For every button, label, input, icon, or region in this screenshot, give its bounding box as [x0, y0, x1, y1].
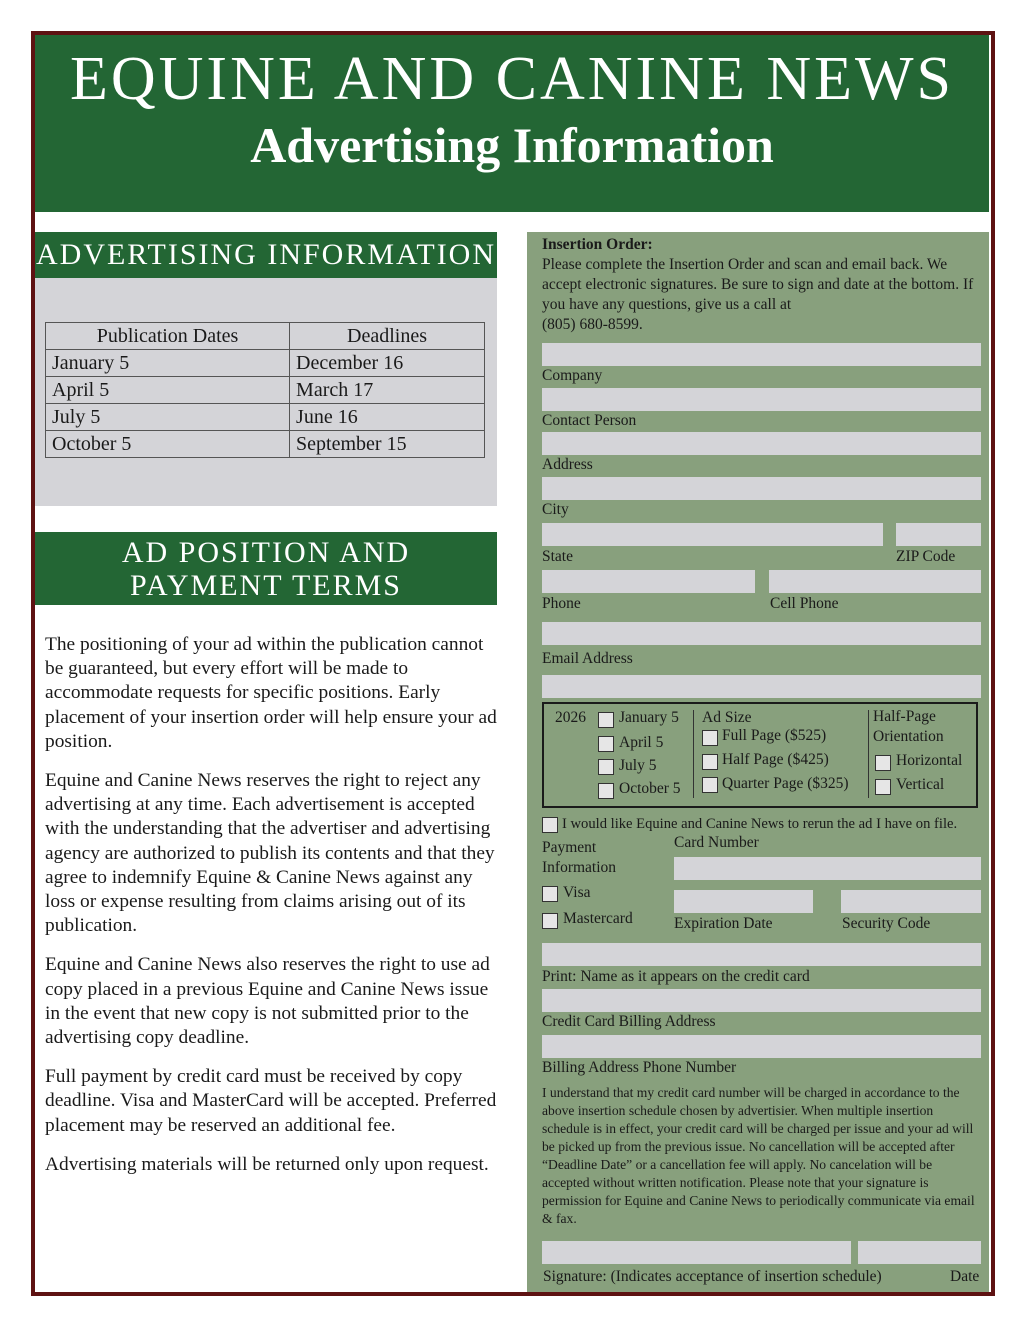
date-label: Date	[950, 1268, 980, 1285]
cardholder-name-field[interactable]	[542, 943, 981, 966]
card-number-field[interactable]	[674, 857, 981, 880]
date-field[interactable]	[858, 1241, 981, 1264]
terms-paragraph: Equine and Canine News also reserves the right to use ad copy placed in a previous Equine and Canine News issue in the event that new copy is not submitted prior to the advertising copy deadline.	[45, 954, 490, 1049]
advertising-heading: ADVERTISING INFORMATION	[35, 232, 497, 278]
city-field[interactable]	[542, 477, 981, 500]
table-row	[46, 404, 485, 431]
deadline-date: June 16	[290, 404, 485, 431]
table-row	[46, 431, 485, 458]
divider	[868, 710, 869, 798]
masthead-banner	[35, 35, 989, 212]
size-label: Full Page ($525)	[722, 727, 827, 744]
billing-address-label: Credit Card Billing Address	[542, 1013, 716, 1030]
signature-field[interactable]	[542, 1241, 851, 1264]
issue-checkbox[interactable]	[598, 759, 614, 775]
expiration-date-field[interactable]	[674, 890, 813, 913]
billing-address-field[interactable]	[542, 989, 981, 1012]
ad-size-label: Ad Size	[702, 709, 752, 726]
terms-paragraph: Advertising materials will be returned only upon request.	[45, 1153, 489, 1175]
rerun-checkbox[interactable]	[542, 817, 558, 833]
billing-phone-field[interactable]	[542, 1035, 981, 1058]
terms-paragraph: Full payment by credit card must be received by copy deadline. Visa and MasterCard will be accepted. Preferred placement may be reserved an additional fee.	[45, 1066, 497, 1136]
deadline-date: March 17	[290, 377, 485, 404]
phone-label: Phone	[542, 595, 581, 612]
contact-phone: (805) 680-8599.	[542, 316, 643, 333]
security-code-label: Security Code	[842, 915, 931, 932]
address-field[interactable]	[542, 432, 981, 455]
city-label: City	[542, 501, 569, 518]
issue-checkbox[interactable]	[598, 736, 614, 752]
size-checkbox[interactable]	[702, 730, 718, 746]
publication-date: January 5	[46, 350, 290, 377]
contact-person-label: Contact Person	[542, 412, 637, 429]
year-label: 2026	[555, 709, 586, 726]
phone-field[interactable]	[542, 570, 755, 593]
issue-label: January 5	[619, 709, 679, 726]
email-label: Email Address	[542, 650, 633, 667]
col-header-deadlines: Deadlines	[290, 323, 485, 350]
address-label: Address	[542, 456, 593, 473]
terms-heading-line2: PAYMENT TERMS	[130, 569, 402, 602]
signature-label: Signature: (Indicates acceptance of insertion schedule)	[543, 1268, 882, 1285]
orientation-checkbox[interactable]	[875, 755, 891, 771]
billing-phone-label: Billing Address Phone Number	[542, 1059, 737, 1076]
mastercard-label: Mastercard	[563, 910, 633, 927]
issue-checkbox[interactable]	[598, 783, 614, 799]
issue-label: October 5	[619, 780, 681, 797]
state-field[interactable]	[542, 523, 883, 546]
visa-label: Visa	[563, 884, 591, 901]
payment-label: Information	[542, 859, 617, 876]
issue-checkbox[interactable]	[598, 712, 614, 728]
state-label: State	[542, 548, 573, 565]
company-label: Company	[542, 367, 603, 384]
page-subtitle: Advertising Information	[250, 117, 774, 173]
publication-date: April 5	[46, 377, 290, 404]
mastercard-checkbox[interactable]	[542, 913, 558, 929]
publication-date: July 5	[46, 404, 290, 431]
rerun-label: I would like Equine and Canine News to rerun the ad I have on file.	[562, 816, 958, 832]
expiration-date-label: Expiration Date	[674, 915, 773, 932]
size-label: Half Page ($425)	[722, 751, 829, 768]
size-label: Quarter Page ($325)	[722, 775, 849, 792]
orientation-label: Half-Page	[873, 708, 936, 725]
card-number-label: Card Number	[674, 834, 759, 851]
payment-label: Payment	[542, 839, 597, 856]
issue-label: July 5	[619, 757, 657, 774]
authorization-text: I understand that my credit card number will be charged in accordance to the above insertion schedule chosen by advertisier. When multiple insertion schedule is in effect, your credit card will be charged per issue and your ad will be picked up from the previous issue. No cancellation will be accepted after “Deadline Date” or a cancellation fee will apply. No cancelation will be accepted without written notification. Please note that your signature is permission for Equine and Canine News to periodically communicate via email & fax.	[542, 1085, 975, 1226]
security-code-field[interactable]	[841, 890, 981, 913]
cell-phone-field[interactable]	[769, 570, 981, 593]
terms-paragraph: Equine and Canine News reserves the right to reject any advertising at any time. Each advertisement is accepted with the understanding that the advertiser and advertising agency are authorized to publish its contents and that they agree to indemnify Equine & Canine News against any loss or expense resulting from claims arising out of its publication.	[45, 770, 495, 937]
insertion-order-intro	[542, 235, 982, 335]
orientation-checkbox[interactable]	[875, 779, 891, 795]
insertion-order-title: Insertion Order:	[542, 236, 653, 253]
orientation-option: Vertical	[896, 776, 945, 793]
contact-person-field[interactable]	[542, 388, 981, 411]
table-row	[46, 350, 485, 377]
deadline-date: December 16	[290, 350, 485, 377]
deadline-date: September 15	[290, 431, 485, 458]
terms-heading-line1: AD POSITION AND	[121, 536, 411, 569]
terms-paragraph: The positioning of your ad within the publication cannot be guaranteed, but every effort will be made to accommodate requests for specific positions. Early placement of your insertion order will help ensure your ad position.	[45, 634, 497, 752]
visa-checkbox[interactable]	[542, 886, 558, 902]
cardholder-name-label: Print: Name as it appears on the credit card	[542, 968, 810, 985]
publication-title: EQUINE AND CANINE NEWS	[70, 45, 954, 113]
extra-field[interactable]	[542, 675, 981, 698]
zip-code-field[interactable]	[896, 523, 981, 546]
orientation-label: Orientation	[873, 728, 944, 745]
instructions-text: Please complete the Insertion Order and scan and email back. We accept electronic signatures. Be sure to sign and date at the bottom. If you have any questions, give us a call at	[542, 256, 974, 313]
orientation-option: Horizontal	[896, 752, 963, 769]
email-field[interactable]	[542, 622, 981, 645]
publication-date: October 5	[46, 431, 290, 458]
terms-text	[45, 633, 500, 1192]
table-row	[46, 377, 485, 404]
divider	[693, 710, 694, 798]
zip-code-label: ZIP Code	[896, 548, 956, 565]
dates-table	[45, 322, 485, 458]
col-header-publication: Publication Dates	[46, 323, 290, 350]
size-checkbox[interactable]	[702, 777, 718, 793]
cell-phone-label: Cell Phone	[770, 595, 839, 612]
terms-heading	[35, 532, 497, 605]
company-field[interactable]	[542, 343, 981, 366]
issue-label: April 5	[619, 734, 664, 751]
size-checkbox[interactable]	[702, 754, 718, 770]
